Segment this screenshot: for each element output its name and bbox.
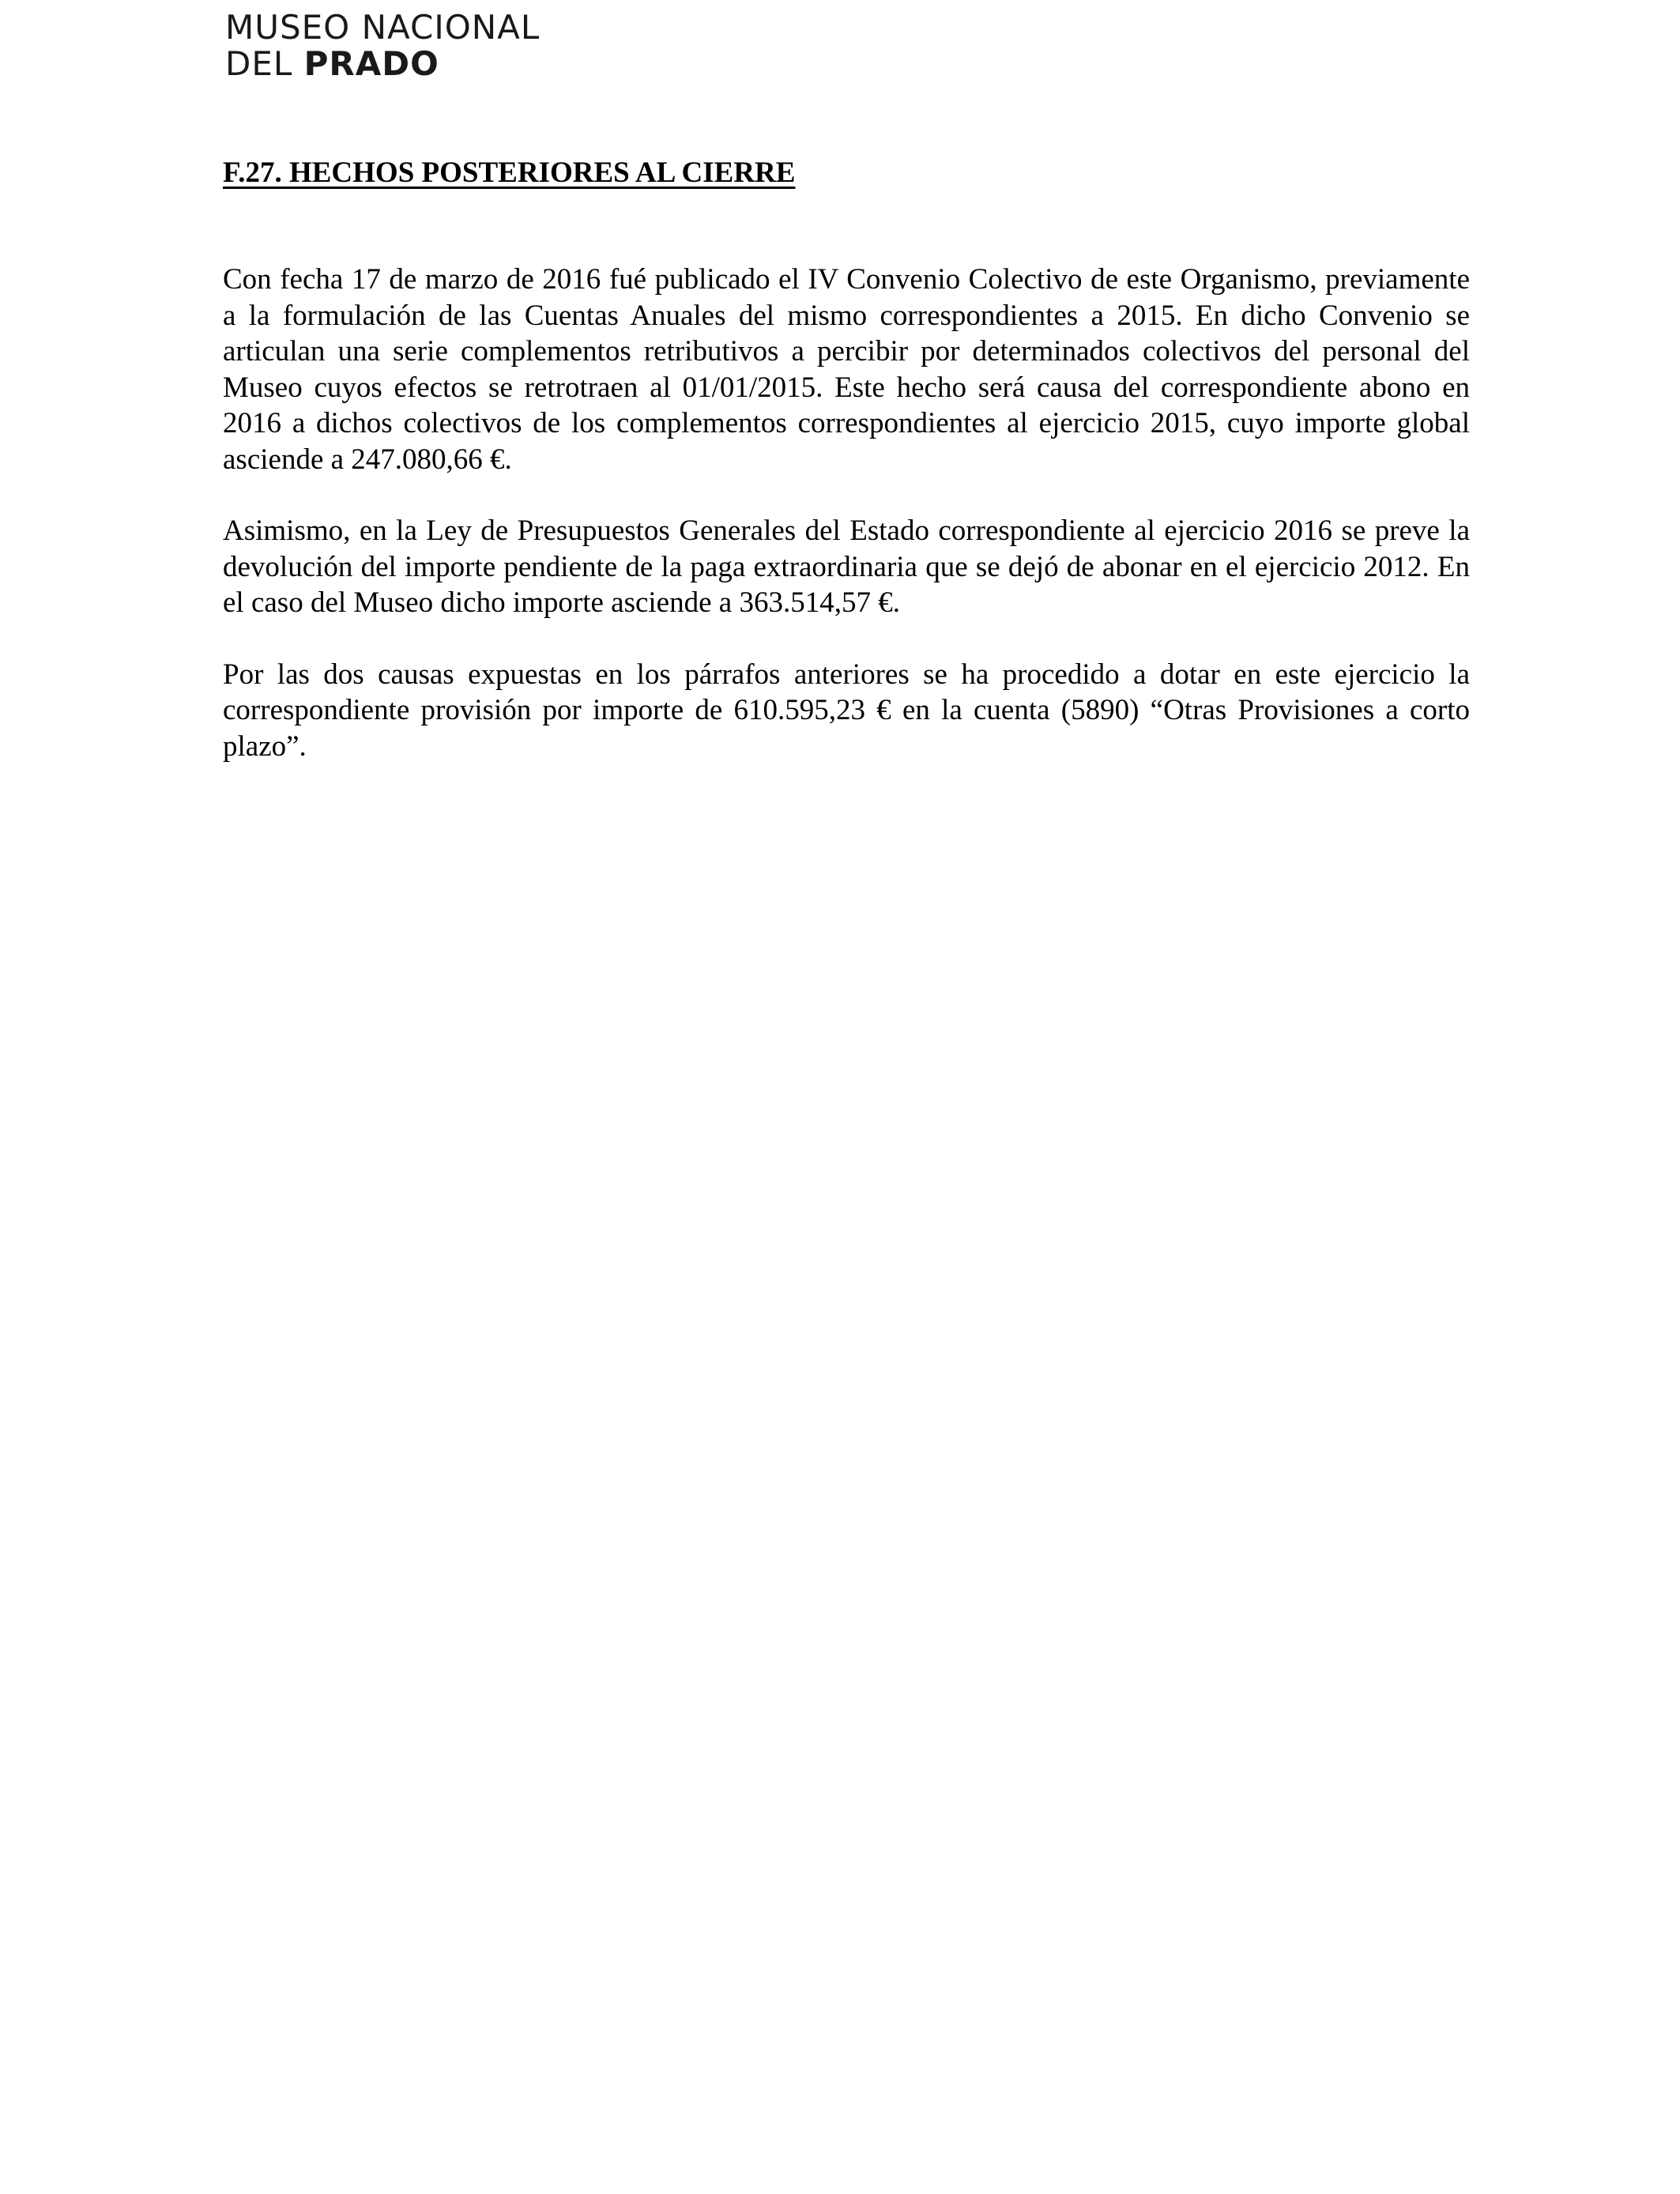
section-title: F.27. HECHOS POSTERIORES AL CIERRE	[223, 156, 796, 189]
logo-prado: PRADO	[303, 44, 439, 83]
paragraph-provision: Por las dos causas expuestas en los párrafos anteriores se ha procedido a dotar en este ejercicio la correspondiente provisión por importe de 610.595,23 € en la cuenta (5890) “Otras Provisiones a corto plazo”.	[223, 658, 1470, 763]
logo-line-del-prado	[225, 44, 540, 84]
paragraph-presupuestos: Asimismo, en la Ley de Presupuestos Generales del Estado correspondiente al ejercicio 2016 se preve la devolución del importe pendiente de la paga extraordinaria que se dejó de abonar en el ejercicio 2012. En el caso del Museo dicho importe asciende a 363.514,57 €.	[223, 515, 1470, 619]
museum-logo	[225, 8, 541, 84]
paragraph-convenio: Con fecha 17 de marzo de 2016 fué publicado el IV Convenio Colectivo de este Organismo, previamente a la formulación de las Cuentas Anuales del mismo correspondientes a 2015. En dicho Convenio se articulan una serie complementos retributivos a percibir por determinados colectivos del personal del Museo cuyos efectos se retrotraen al 01/01/2015. Este hecho será causa del correspondiente abono en 2016 a dichos colectivos de los complementos correspondientes al ejercicio 2015, cuyo importe global asciende a 247.080,66 €.	[223, 263, 1470, 476]
document-body	[223, 155, 1470, 764]
logo-del: DEL	[225, 44, 304, 83]
logo-line-museo-nacional: MUSEO NACIONAL	[225, 8, 541, 47]
